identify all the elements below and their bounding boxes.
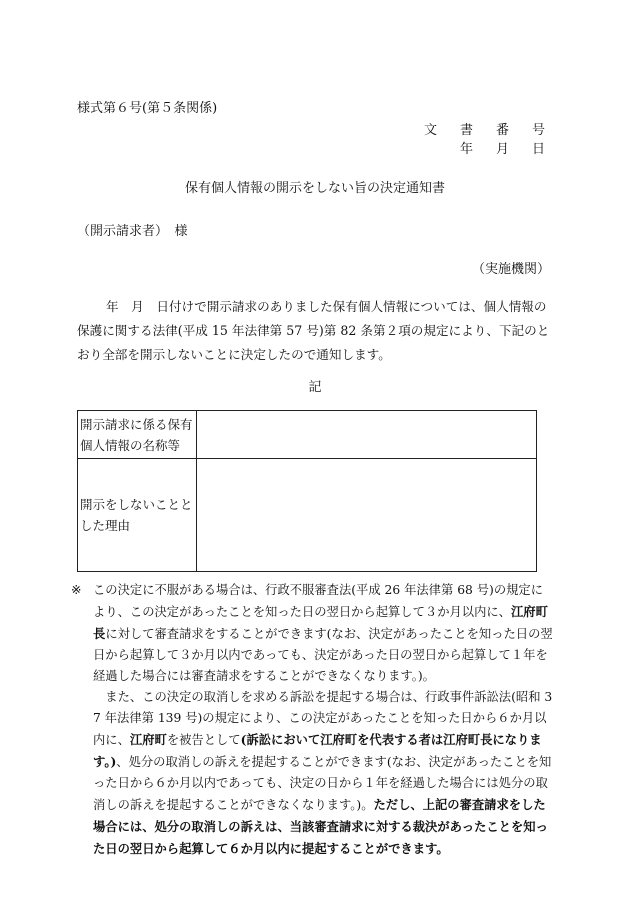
table-row: [78, 459, 537, 572]
appeal-note: [71, 580, 555, 687]
notice-body-text: 年 月 日付けで開示請求のありました保有個人情報については、個人情報の保護に関する法律(平成 15 年法律第 57 号)第 82 条第２項の規定により、下記のとおり全部を開示しないことに決定したので通知します。: [77, 299, 550, 362]
lawsuit-note-town: 江府町: [129, 732, 167, 747]
non-disclosure-reason-value: [197, 459, 537, 572]
non-disclosure-reason-label: 開示をしないこととした理由: [78, 459, 197, 572]
personal-info-name-label: 開示請求に係る保有個人情報の名称等: [78, 411, 197, 459]
appeal-note-text-a: この決定に不服がある場合は、行政不服審査法(平成 26 年法律第 68 号)の規定により、この決定があったことを知った日の翌日から起算して３か月以内に、: [93, 583, 544, 619]
lawsuit-note-text-c: を被告として: [166, 733, 241, 747]
appeal-note-text-c: に対して審査請求をすることができます(なお、決定があったことを知った日の翌日から起算して３か月以内であっても、決定があった日の翌日から起算して１年を経過した場合には審査請求をすることができなくなります。)。: [93, 627, 553, 683]
lawsuit-note: [71, 687, 555, 860]
addressee: （開示請求者） 様: [77, 224, 188, 239]
appeal-note-mayor: 江府町長: [93, 604, 548, 641]
form-number-label: 様式第６号(第５条関係): [77, 101, 218, 116]
document-title: 保有個人情報の開示をしない旨の決定通知書: [184, 181, 445, 196]
lawsuit-note-text-a: また、この決定の取消しを求める訴訟を提起する場合は、行政事件訴訟法(昭和 37 年法律第 139 号)の規定により、この決定があったことを知った日から６か月以内に、: [93, 690, 553, 747]
notes-section: [71, 580, 555, 860]
detail-table: [77, 410, 537, 572]
note-mark: ※: [71, 583, 82, 597]
ki-heading: 記: [308, 380, 322, 395]
document-date: 年 月 日: [459, 142, 550, 157]
document-number: 文 書 番 号: [423, 123, 550, 138]
personal-info-name-value: [197, 411, 537, 459]
issuing-agency: （実施機関）: [471, 262, 550, 277]
lawsuit-note-representative: (訴訟において江府町を代表する者は江府町長になります。): [93, 732, 542, 769]
lawsuit-note-text-e: 、処分の取消しの訴えを提起することができます(なお、決定があったことを知った日から６か月以内であっても、決定の日から１年を経過した場合には処分の取消しの訴えを提起することができなくなります。)。: [93, 755, 552, 812]
lawsuit-note-proviso: ただし、上記の審査請求をした場合には、処分の取消しの訴えは、当該審査請求に対する裁決があったことを知った日の翌日から起算して６か月以内に提起することができます。: [93, 797, 548, 856]
table-row: [78, 411, 537, 459]
